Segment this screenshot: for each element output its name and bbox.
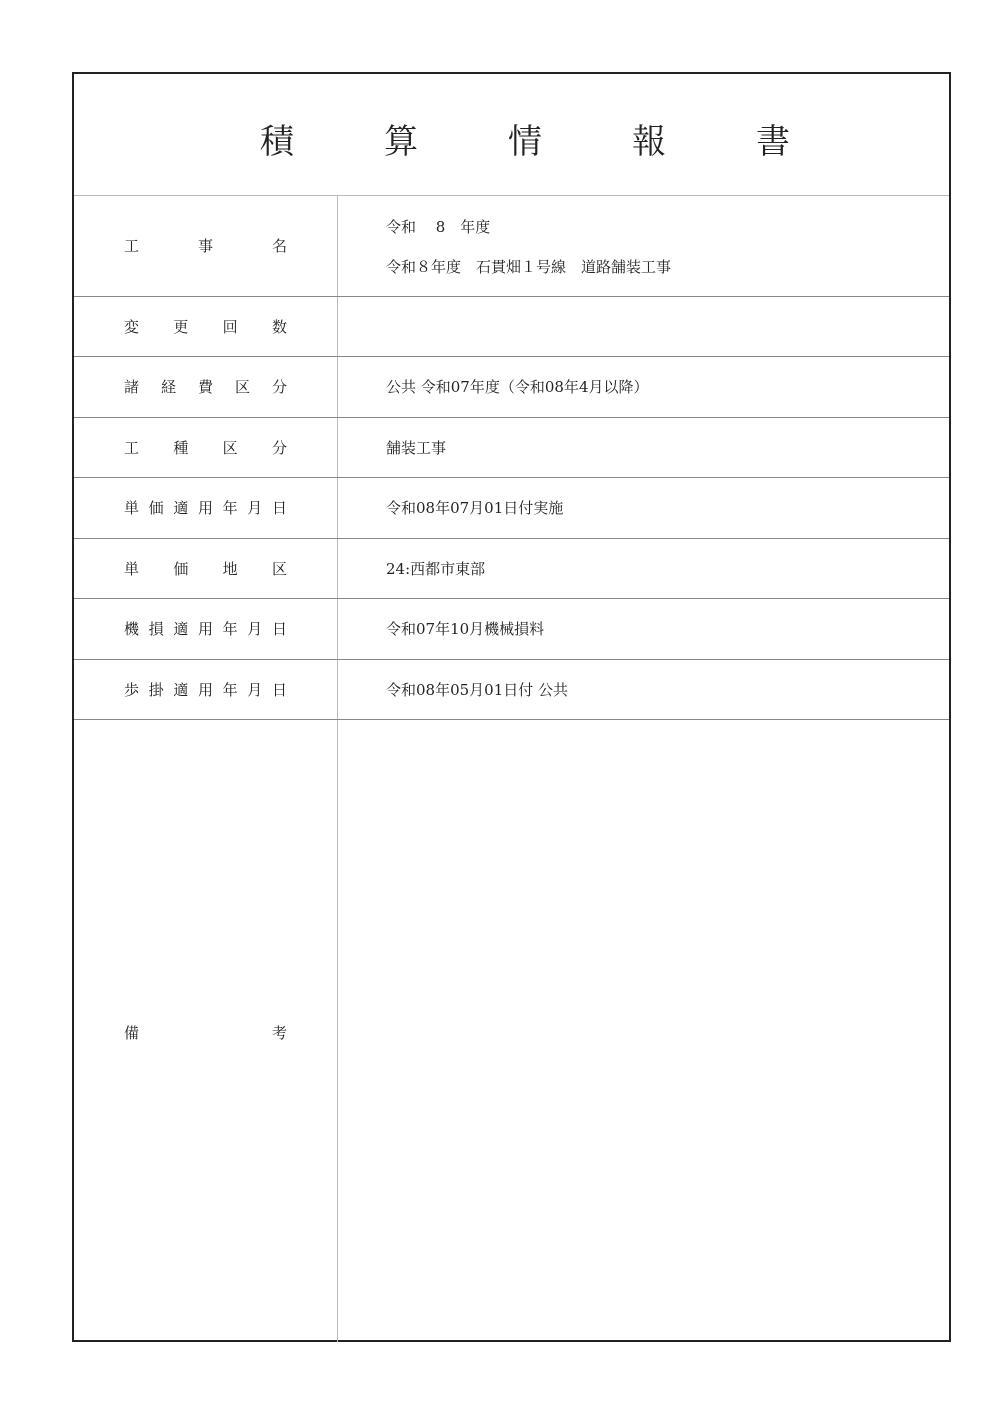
row-value-line1: 令和 8 年度 [386, 218, 491, 236]
row-label: 歩 掛 適 用 年 月 日 [124, 681, 287, 699]
row-label: 機 損 適 用 年 月 日 [124, 620, 287, 638]
row-label: 単 価 地 区 [124, 560, 287, 578]
row-work-type [74, 417, 949, 478]
row-value: 令和08年05月01日付 公共 [386, 681, 569, 699]
row-unit-price-area [74, 538, 949, 599]
row-label: 諸 経 費 区 分 [124, 378, 287, 396]
document-title: 積 算 情 報 書 [74, 74, 949, 196]
row-label: 単 価 適 用 年 月 日 [124, 499, 287, 517]
row-label: 備 考 [124, 1024, 287, 1042]
row-label: 変 更 回 数 [124, 318, 287, 336]
row-label: 工 事 名 [124, 237, 287, 255]
row-value: 令和08年07月01日付実施 [386, 499, 564, 517]
row-value: 舗装工事 [386, 439, 447, 457]
row-unit-price-date [74, 477, 949, 539]
row-change-count [74, 296, 949, 357]
row-remarks [74, 719, 949, 1342]
row-overhead-class [74, 356, 949, 418]
row-value: 令和07年10月機械損料 [386, 620, 545, 638]
row-project-name [74, 195, 949, 297]
row-value: 公共 令和07年度（令和08年4月以降） [386, 378, 649, 396]
row-value: 24:西都市東部 [386, 560, 486, 578]
row-label: 工 種 区 分 [124, 439, 287, 457]
document-sheet [72, 72, 951, 1342]
row-labor-rate-date [74, 659, 949, 720]
row-value-line2: 令和８年度 石貫畑１号線 道路舗装工事 [386, 258, 672, 276]
row-machine-loss-date [74, 598, 949, 660]
